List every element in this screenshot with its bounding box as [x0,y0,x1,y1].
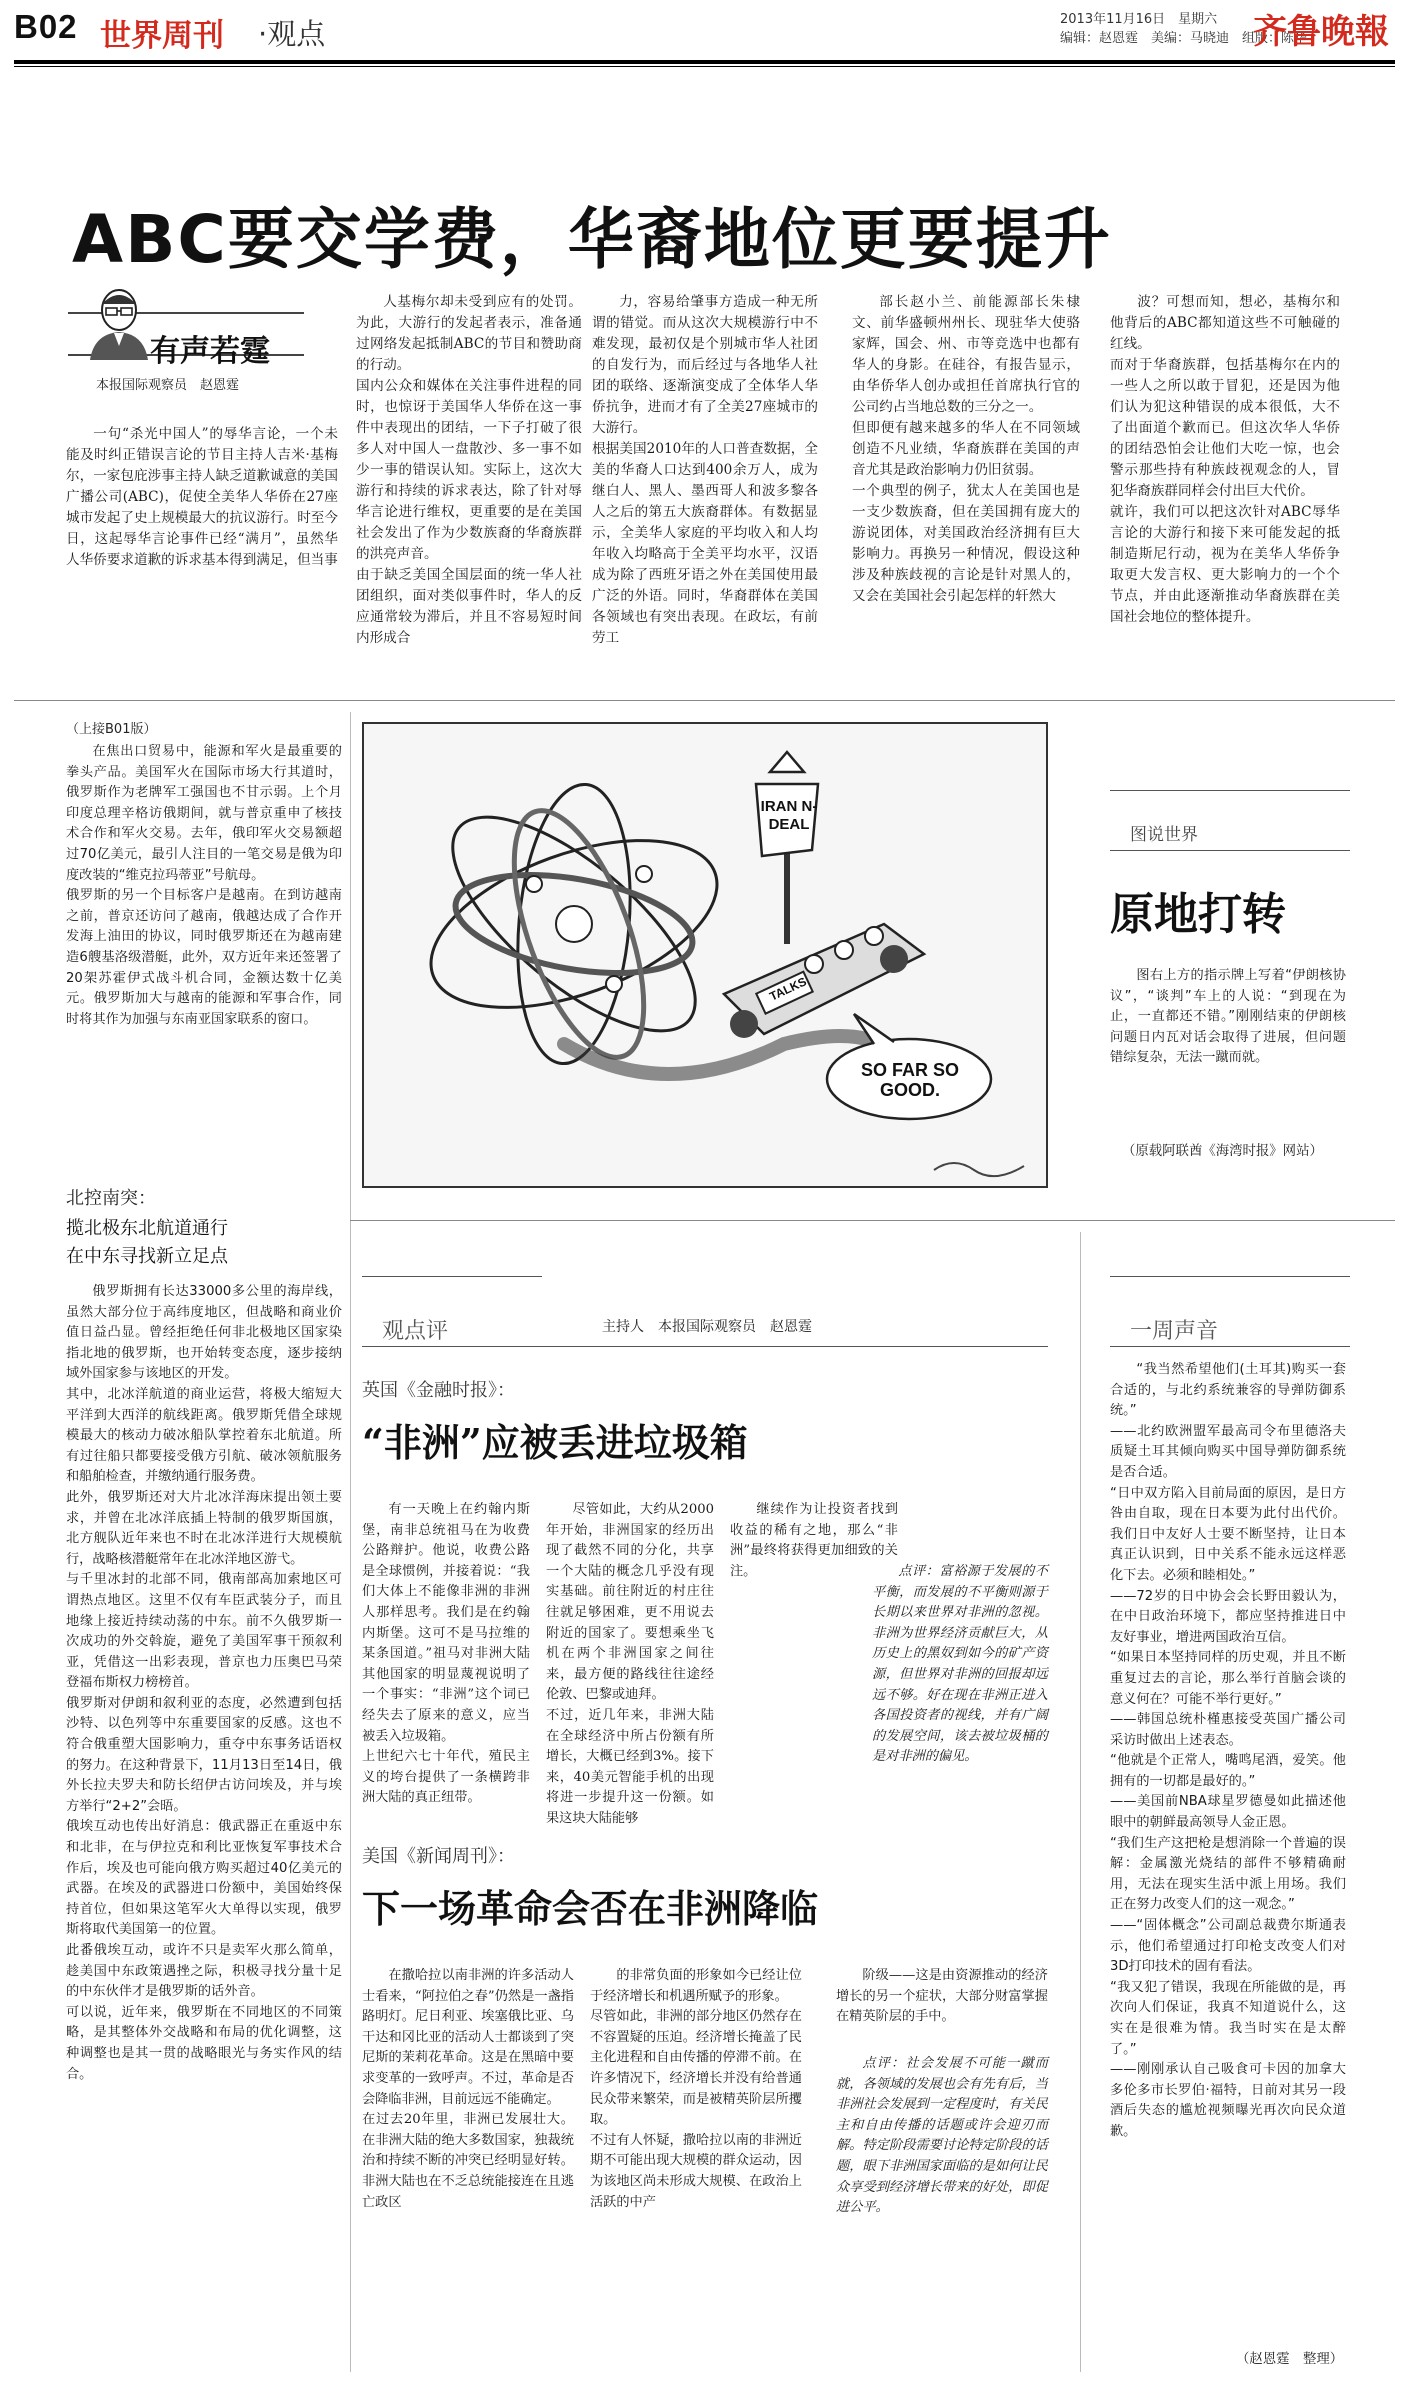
box-rule [1110,790,1350,791]
article1-comment: 点评：富裕源于发展的不平衡，而发展的不平衡则源于长期以来世界对非洲的忽视。非洲为世界经济贡献巨大，从历史上的黑奴到如今的矿产资源，但世界对非洲的回报却远远不够。好在现在非洲正进入各国投资者的视线，并有广阔的发展空间，该去被垃圾桶的是对非洲的偏见。 [872,1564,1048,1765]
main-article-col-4 [852,292,1080,674]
article1-comment-box [872,1562,1048,1802]
comment-host: 主持人 本报国际观察员 赵恩霆 [602,1319,812,1335]
article2-title: 下一场革命会否在非洲降临 [362,1886,819,1931]
box-rule [1110,1276,1350,1277]
article2-col-1 [362,1966,574,2366]
column-separator [350,712,351,2372]
article2-text: 在撒哈拉以南非洲的许多活动人士看来，“阿拉伯之春”仍然是一盏指路明灯。尼日利亚、埃塞俄比亚、乌干达和冈比亚的活动人士都谈到了突尼斯的茉莉花革命。这是在黑暗中要求变革的一致呼声。不过，革命是否会降临非洲，目前远远不能确定。 在过去20年里，非洲已发展壮大。在非洲大陆的绝大多数国家，独裁统治和持续不断的冲突已经明显好转。非洲大陆也在不乏总统能接连在且逃亡政区 [362,1968,574,2210]
article1-text: 继续作为让投资者找到收益的稀有之地，那么“非洲”最终将获得更加细致的关注。 [730,1502,898,1579]
main-article-text: 部长赵小兰、前能源部长朱棣文、前华盛顿州州长、现驻华大使骆家辉，国会、州、市等竞选中也都有华人的身影。在硅谷，有报告显示，由华侨华人创办或担任首席执行官的公司约占当地总数的三分之一。 但即便有越来越多的华人在不同领域创造不凡业绩，华裔族群在美国的声音尤其是政治影响力仍旧贫弱。 一个典型的例子，犹太人在美国也是一支少数族裔，但在美国拥有庞大的游说团体，对美国政治经济拥有巨大影响力。再换另一种情况，假设这种涉及种族歧视的言论是针对黑人的，又会在美国社会引起怎样的轩然大 [852,294,1080,604]
article1-col-2 [546,1500,714,1826]
article2-text: 阶级——这是由资源推动的经济增长的另一个症状，大部分财富掌握在精英阶层的手中。 [836,1968,1048,2025]
main-article-text: 力，容易给肇事方造成一种无所谓的错觉。而从这次大规模游行中不难发现，最初仅是个别城市华人社团的自发行为，而后经过与各地华人社团的联络、逐渐演变成了全体华人华侨抗争，进而才有了全美27座城市的大游行。 根据美国2010年的人口普查数据，全美的华裔人口达到400余万人，成为继白人、黑人、墨西哥人和波多黎各人之后的第五大族裔群体。有数据显示，全美华人家庭的平均收入和人均年收入均略高于全美平均水平，汉语成为除了西班牙语之外在美国使用最广泛的外语。同时，华裔群体在美国各领域也有突出表现。在政坛，有前劳工 [592,294,818,646]
header-staff: 编辑：赵恩霆 美编：马晓迪 组版：陈华 [1060,31,1308,46]
article2-comment-box [836,2054,1048,2354]
column-separator [1080,1232,1081,2372]
article1-text: 有一天晚上在约翰内斯堡，南非总统祖马在为收费公路辩护。他说，收费公路是全球惯例，并接着说：“我们大体上不能像非洲的非洲人那样思考。我们是在约翰内斯堡。这可不是马拉维的某条国道。”祖马对非洲大陆其他国家的明显蔑视说明了一个事实：“非洲”这个词已经失去了原来的意义，应当被丢入垃圾箱。 上世纪六七十年代，殖民主义的垮台提供了一条横跨非洲大陆的真正纽带。 [362,1502,530,1806]
picture-world-label: 图说世界 [1130,825,1198,845]
russia-article-text: 在焦出口贸易中，能源和军火是最重要的拳头产品。美国军火在国际市场大行其道时，俄罗斯作为老牌军工强国也不甘示弱。上个月印度总理辛格访俄期间，就与普京重申了核技术合作和军火交易。去年，俄印军火交易额超过70亿美元，最引人注目的一笔交易是俄为印度改装的“维克拉玛蒂亚”号航母。 俄罗斯的另一个目标客户是越南。在到访越南之前，普京还访问了越南，俄越达成了合作开发海上油田的协议，同时俄罗斯还在为越南建造6艘基洛级潜艇，此外，双方近年来还签署了20架苏霍伊式战斗机合同，金额达数十亿美元。俄罗斯加大与越南的能源和军事合作，同时将其作为加强与东南亚国家联系的窗口。 [66,744,342,1027]
main-article-col-5 [1110,292,1340,674]
article1-title: “非洲”应被丢进垃圾箱 [362,1420,748,1465]
main-article-col-3 [592,292,818,674]
section-title: 世界周刊 [100,18,224,54]
article2-source: 美国《新闻周刊》： [362,1846,515,1867]
main-article-text: 波？可想而知，想必，基梅尔和他背后的ABC都知道这些不可触碰的红线。 而对于华裔族群，包括基梅尔在内的一些人之所以敢于冒犯，还是因为他们认为犯这种错误的成本很低，大不了出面道个歉而已。但这次华人华侨的团结恐怕会让他们大吃一惊，也会警示那些持有种族歧视观念的人，冒犯华裔族群同样会付出巨大代价。 就许，我们可以把这次针对ABC辱华言论的大游行和接下来可能发起的抵制造斯尼行动，视为在美华人华侨争取更大发言权、更大影响力的一个个节点，并由此逐渐推动华裔族群在美国社会地位的整体提升。 [1110,294,1340,625]
electron [606,976,622,992]
article1-text: 尽管如此，大约从2000年开始，非洲国家的经历出现了截然不同的分化，共享一个大陆的概念几乎没有现实基础。前往附近的村庄往往就足够困难，更不用说去附近的国家了。要想乘坐飞机在两个非洲国家之间往来，最方便的路线往往途经伦敦、巴黎或迪拜。 不过，近几年来，非洲大陆在全球经济中所占份额有所增长，大概已经到3%。接下来，40美元智能手机的出现将进一步提升这一份额。如果这块大陆能够 [546,1502,714,1826]
sub-title-1: 揽北极东北航道通行 [66,1218,228,1239]
section-subtitle: ·观点 [258,17,326,51]
columnist-portrait [84,286,154,360]
picture-world-credit: （原载阿联酋《海湾时报》网站） [1122,1144,1323,1159]
weekly-voices-box [1110,1360,1346,2340]
electron [526,876,542,892]
main-article-text: 人基梅尔却未受到应有的处罚。为此，大游行的发起者表示，准备通过网络发起抵制ABC的节目和赞助商的行动。 国内公众和媒体在关注事件进程的同时，也惊讶于美国华人华侨在这一事件中表现出的团结，一下子打破了很多人对中国人一盘散沙、多一事不如少一事的错误认知。实际上，这次大游行和持续的诉求表达，除了针对辱华言论进行维权，更重要的是在美国社会发出了作为少数族裔的华裔族群的洪亮声音。 由于缺乏美国全国层面的统一华人社团组织，面对类似事件时，华人的反应通常较为滞后，并且不容易短时间内形成合 [356,294,582,646]
picture-world-caption: 图右上方的指示牌上写着“伊朗核协议”，“谈判”车上的人说：“到现在为止，一直都还不错。”刚刚结束的伊朗核问题日内瓦对话会取得了进展，但问题错综复杂，无法一蹴而就。 [1110,968,1346,1066]
car-label: TALKS [767,974,809,1004]
cartoon-drawing [364,724,1046,1186]
weekly-voices-label: 一周声音 [1130,1319,1219,1344]
column-name: 有声若霆 [150,334,270,369]
bubble-text: SO FAR SO GOOD. [860,1060,959,1100]
russia-article-text: 俄罗斯拥有长达33000多公里的海岸线，虽然大部分位于高纬度地区，但战略和商业价值日益凸显。曾经拒绝任何非北极地区国家染指北地的俄罗斯，也开始转变态度，逐步接纳域外国家参与该地区的开发。 其中，北冰洋航道的商业运营，将极大缩短大平洋到大西洋的航线距离。俄罗斯凭借全球规模最大的核动力破冰船队掌控着东北航道。所有过往船只都要接受俄方引航、破冰领航服务和船舶检查，并缴纳通行服务费。 此外，俄罗斯还对大片北冰洋海床提出领土要求，并曾在北冰洋底插上特制的俄罗斯国旗，北方舰队近年来也不时在北冰洋进行大规模航行，战略核潜艇常年在北冰洋地区游弋。 与千里冰封的北部不同，俄南部高加索地区可谓热点地区。这里不仅有车臣武装分子，而且地缘上接近持续动荡的中东。前不久俄罗斯一次成功的外交斡旋，避免了美国军事干预叙利亚，凭借这一出彩表现，普京也力压奥巴马荣登福布斯权力榜榜首。 俄罗斯对伊朗和叙利亚的态度，必然遭到包括沙特、以色列等中东重要国家的反感。这也不符合俄重塑大国影响力，重夺中东事务话语权的努力。在这种背景下，11月13日至14日，俄外长拉夫罗夫和防长绍伊古访问埃及，并与埃方举行“2+2”会晤。 俄埃互动也传出好消息：俄武器正在重返中东和北非，在与伊拉克和利比亚恢复军事技术合作后，埃及也可能向俄方购买超过40亿美元的武器。在埃及的武器进口份额中，美国始终保持首位，但如果这笔军火大单得以实现，俄罗斯将取代美国第一的位置。 此番俄埃互动，或许不只是卖军火那么简单，趁美国中东政策遇挫之际，积极寻找分量十足的中东伙伴才是俄罗斯的话外音。 可以说，近年来，俄罗斯在不同地区的不同策略，是其整体外交战略和布局的优化调整，这种调整也是其一贯的战略眼光与务实作风的结合。 [66,1284,342,2082]
sub-title-2: 在中东寻找新立足点 [66,1246,228,1267]
comment-label: 观点评 [382,1319,449,1344]
box-rule [1110,850,1350,851]
article2-col-2 [590,1966,802,2366]
article2-col-3 [836,1966,1048,2046]
main-article-text: 一句“杀光中国人”的辱华言论，一个未能及时纠正错误言论的节目主持人吉米·基梅尔，一家包庇涉事主持人缺乏道歉诚意的美国广播公司(ABC)，促使全美华人华侨在27座城市发起了史上规模最大的抗议游行。时至今日，这起辱华言论事件已经“满月”，虽然华人华侨要求道歉的诉求基本得到满足，但当事 [66,426,338,568]
sub-kicker: 北控南突： [66,1188,156,1209]
political-cartoon [362,722,1048,1188]
russia-article-part-2 [66,1282,342,2368]
weekly-voices-text: “我当然希望他们(土耳其)购买一套合适的，与北约系统兼容的导弹防御系统。” ——北约欧洲盟军最高司令布里德洛夫质疑土耳其倾向购买中国导弹防御系统是否合适。 “日中双方陷入目前局面的原因，是日方咎由自取，现在日本要为此付出代价。我们日中友好人士要不断坚持，让日本真正认识到，日中关系不能永远这样恶化下去。必须和睦相处。” ——72岁的日中协会会长野田毅认为，在中日政治环境下，都应坚持推进日中友好事业，增进两国政治互信。 “如果日本坚持同样的历史观，并且不断重复过去的言论，那么举行首脑会谈的意义何在？可能不举行更好。” ——韩国总统朴槿惠接受英国广播公司采访时做出上述表态。 “他就是个正常人，嘴鸣尾酒，爱笑。他拥有的一切都是最好的。” ——美国前NBA球星罗德曼如此描述他眼中的朝鲜最高领导人金正恩。 “我们生产这把枪是想消除一个普遍的误解：金属激光烧结的部件不够精确耐用，无法在现实生活中派上用场。我们正在努力改变人们的这一观念。” ——“固体概念”公司副总裁费尔斯通表示，他们希望通过打印枪支改变人们对3D打印技术的固有看法。 “我又犯了错误，我现在所能做的是，再次向人们保证，我真不知道说什么，这实在是很难为情。我当时实在是太醉了。” ——刚刚承认自己吸食可卡因的加拿大多伦多市长罗伯·福特，日前对其另一段酒后失态的尴尬视频曝光再次向民众道歉。 [1110,1362,1346,2139]
headline: ABC要交学费，华裔地位更要提升 [72,201,1112,278]
section-divider [14,700,1395,701]
header-rule [14,60,1395,64]
atom-nucleus [556,906,592,942]
article1-col-1 [362,1500,530,1806]
main-article-col-2 [356,292,582,674]
section-divider [350,1220,1395,1221]
header-rule-thin [14,66,1395,67]
electron [636,866,652,882]
columnist-byline: 本报国际观察员 赵恩霆 [96,378,240,393]
box-rule [362,1346,1048,1347]
box-rule [362,1276,542,1277]
header-date: 2013年11月16日 星期六 [1060,12,1218,27]
box-rule [1110,1346,1350,1347]
article1-source: 英国《金融时报》： [362,1380,515,1401]
sign-text: IRAN N-DEAL [760,798,818,833]
page-number: B02 [14,8,78,45]
picture-world-caption-box [1110,966,1346,1136]
main-article-col-1 [66,424,338,674]
weekly-editor: （赵恩霆 整理） [1236,2352,1344,2367]
newspaper-logo: 齐鲁晚報 [1253,12,1389,52]
article2-comment: 点评：社会发展不可能一蹴而就，各领域的发展也会有先有后，当非洲社会发展到一定程度时，有关民主和自由传播的话题或许会迎刃而解。特定阶段需要讨论特定阶段的话题，眼下非洲国家面临的是如何让民众享受到经济增长带来的好处，即促进公平。 [836,2056,1048,2216]
russia-article-part-1 [66,742,342,1176]
continued-from: （上接B01版） [66,722,157,737]
picture-world-title: 原地打转 [1110,889,1286,940]
article2-text: 的非常负面的形象如今已经让位于经济增长和机遇所赋予的形象。 尽管如此，非洲的部分地区仍然存在不容置疑的压迫。经济增长掩盖了民主化进程和自由传播的停滞不前。在许多情况下，经济增长并没有给普通民众带来繁荣，而是被精英阶层所攫取。 不过有人怀疑，撒哈拉以南的非洲近期不可能出现大规模的群众运动，因为该地区尚未形成大规模、在政治上活跃的中产 [590,1968,802,2210]
